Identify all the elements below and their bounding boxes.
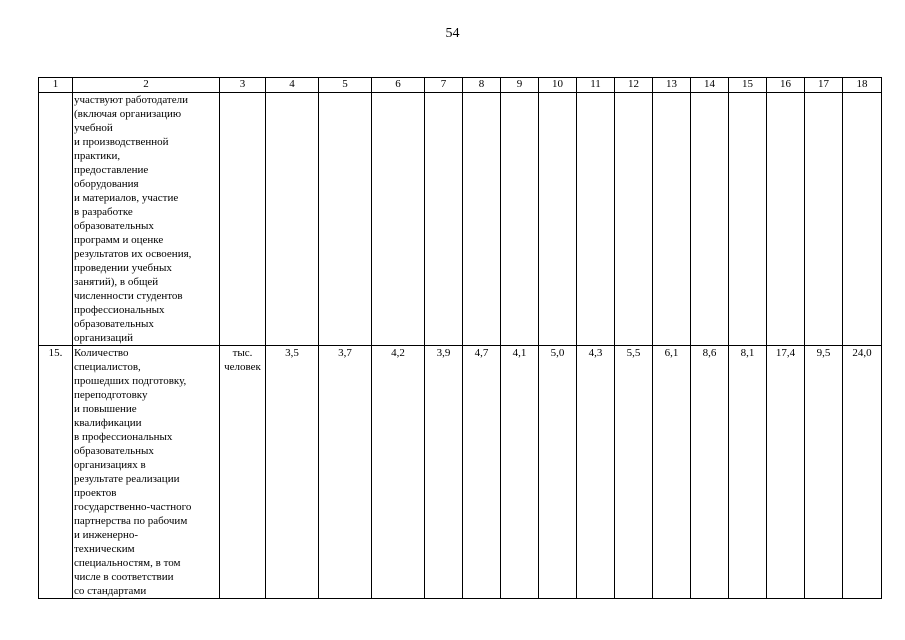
value-cell: 4,3 (577, 346, 615, 599)
row-number-cell (39, 93, 73, 346)
value-cell: 5,0 (539, 346, 577, 599)
value-cell: 3,9 (425, 346, 463, 599)
value-cell: 4,1 (501, 346, 539, 599)
column-header: 11 (577, 78, 615, 93)
value-cell (653, 93, 691, 346)
table-row (39, 346, 882, 599)
column-header: 6 (372, 78, 425, 93)
value-cell (463, 93, 501, 346)
value-cell (615, 93, 653, 346)
value-cell (729, 93, 767, 346)
column-header: 3 (220, 78, 266, 93)
column-header: 18 (843, 78, 882, 93)
unit-cell: тыс. человек (220, 346, 266, 599)
value-cell: 9,5 (805, 346, 843, 599)
value-cell (539, 93, 577, 346)
value-cell (843, 93, 882, 346)
value-cell (767, 93, 805, 346)
column-header: 10 (539, 78, 577, 93)
value-cell: 4,2 (372, 346, 425, 599)
value-cell: 17,4 (767, 346, 805, 599)
column-header: 5 (319, 78, 372, 93)
column-header: 7 (425, 78, 463, 93)
row-number-cell: 15. (39, 346, 73, 599)
page-number: 54 (445, 26, 460, 41)
value-cell: 3,7 (319, 346, 372, 599)
value-cell: 5,5 (615, 346, 653, 599)
column-header: 2 (73, 78, 220, 93)
column-header: 14 (691, 78, 729, 93)
table-row (39, 93, 882, 346)
header-row (39, 78, 882, 93)
value-cell: 8,1 (729, 346, 767, 599)
column-header: 1 (39, 78, 73, 93)
value-cell (425, 93, 463, 346)
unit-cell (220, 93, 266, 346)
column-header: 15 (729, 78, 767, 93)
value-cell (805, 93, 843, 346)
indicator-name-cell: Количество специалистов, прошедших подготовку, переподготовку и повышение квалификации в профессиональных образовательных организациях в результате реализации проектов государственно-частного партнерства по рабочим и инженерно- техническим специальностям, в том числе в соответствии со стандартами (73, 346, 220, 599)
value-cell (691, 93, 729, 346)
value-cell (319, 93, 372, 346)
data-table (38, 77, 882, 599)
column-header: 4 (266, 78, 319, 93)
value-cell (577, 93, 615, 346)
value-cell (372, 93, 425, 346)
column-header: 12 (615, 78, 653, 93)
value-cell (501, 93, 539, 346)
column-header: 16 (767, 78, 805, 93)
column-header: 9 (501, 78, 539, 93)
column-header: 8 (463, 78, 501, 93)
column-header: 17 (805, 78, 843, 93)
value-cell (266, 93, 319, 346)
indicator-name-cell: участвуют работодатели (включая организацию учебной и производственной практики, предоставление оборудования и материалов, участие в разработке образовательных программ и оценке результатов их освоения, проведении учебных занятий), в общей численности студентов профессиональных образовательных организаций (73, 93, 220, 346)
value-cell: 8,6 (691, 346, 729, 599)
value-cell: 24,0 (843, 346, 882, 599)
value-cell: 4,7 (463, 346, 501, 599)
column-header: 13 (653, 78, 691, 93)
value-cell: 6,1 (653, 346, 691, 599)
value-cell: 3,5 (266, 346, 319, 599)
